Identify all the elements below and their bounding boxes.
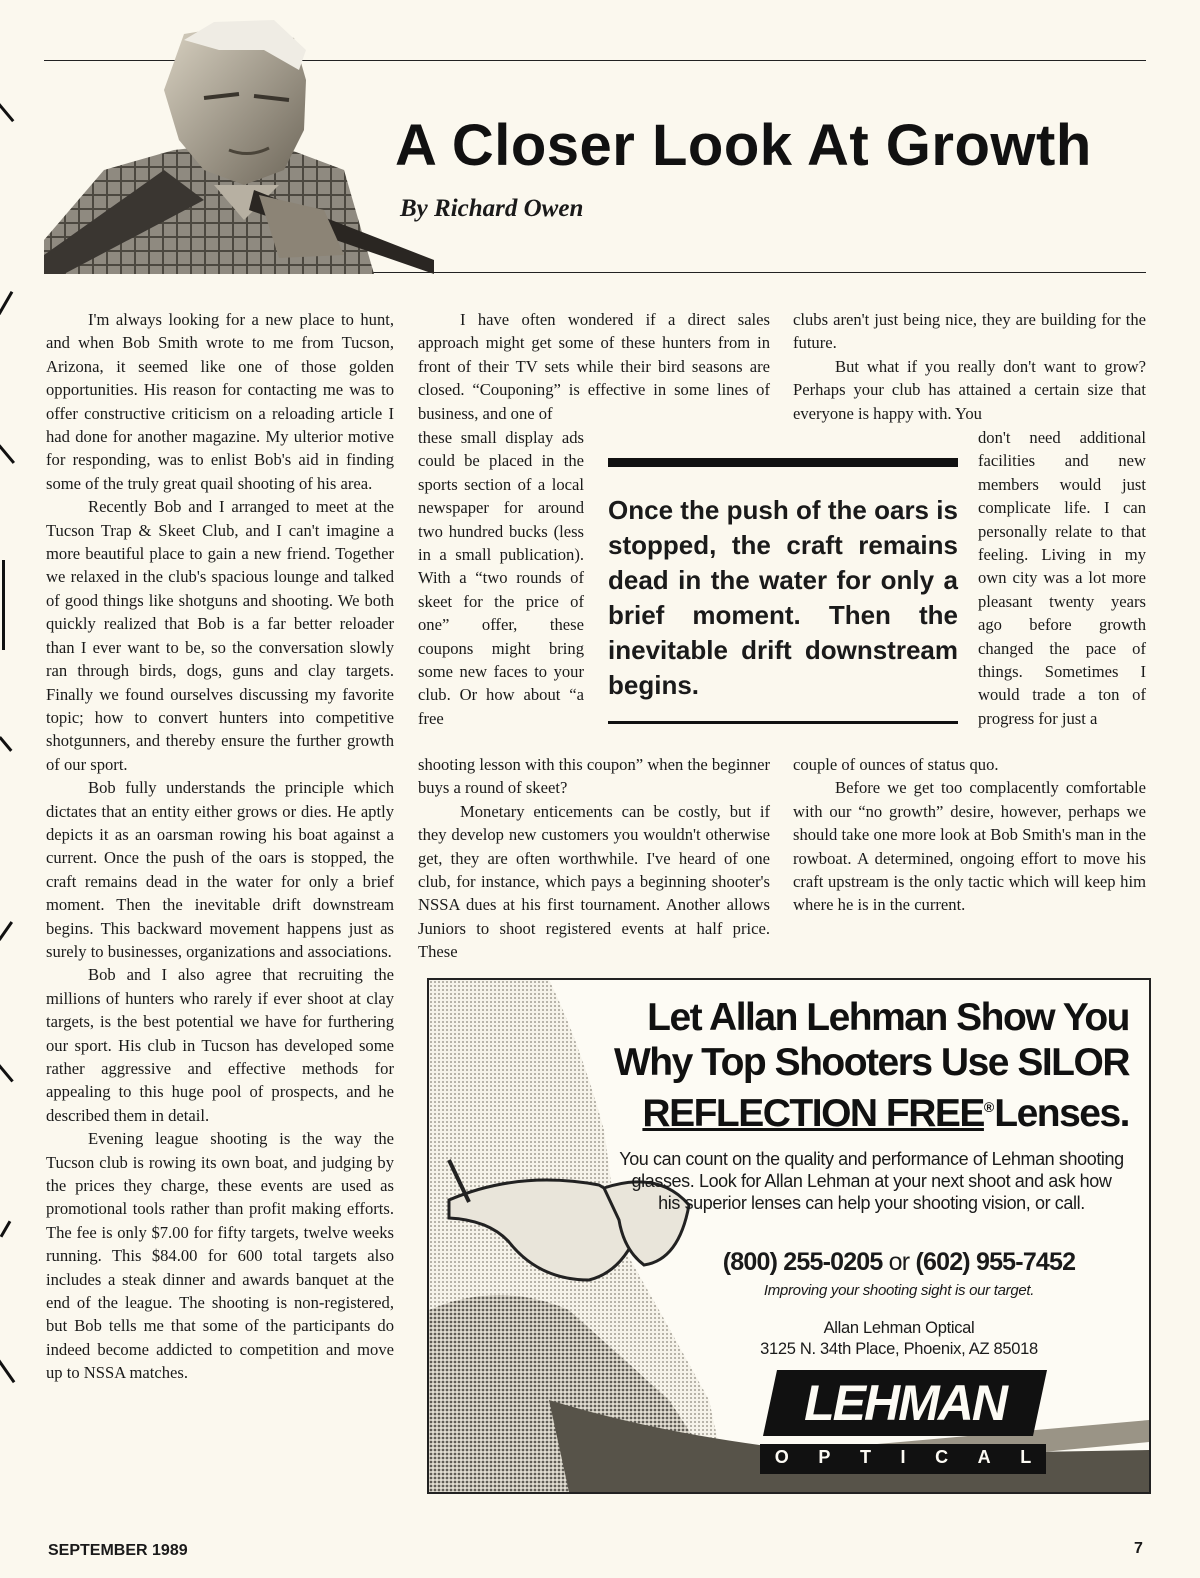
- margin-mark: [0, 291, 13, 315]
- ad-tagline: Improving your shooting sight is our target.: [763, 1282, 1035, 1299]
- paragraph: don't need additional facilities and new members would just complicate life. I can personally relate to that feeling. Living in my own city was a lot more pleasant twenty years ago before growth changed the pace of things. Sometimes I would trade a ton of progress for just a: [978, 428, 1146, 728]
- silor-brand: SILOR: [1017, 1041, 1129, 1084]
- pull-quote-text: Once the push of the oars is stopped, the craft remains dead in the water for only a brief moment. Then the inevitable drift downstream begins.: [608, 495, 958, 700]
- company-address: 3125 N. 34th Place, Phoenix, AZ 85018: [760, 1340, 1038, 1358]
- article-column-2-bottom: [418, 753, 770, 964]
- article-column-2-top: [418, 308, 770, 425]
- article-column-3-narrow: [978, 426, 1146, 730]
- pull-quote-rule-bottom: [608, 721, 958, 724]
- paragraph: clubs aren't just being nice, they are building for the future.: [793, 310, 1146, 353]
- lehman-optical-advertisement[interactable]: [427, 978, 1151, 1494]
- ad-headline-line-3: REFLECTION FREE®Lenses.: [642, 1092, 1129, 1135]
- article-title: A Closer Look At Growth: [395, 113, 1092, 178]
- paragraph: Before we get too complacently comfortable with our “no growth” desire, however, perhaps we should take one more look at Bob Smith's man in the rowboat. A determined, ongoing effort to move his craft upstream is the only tactic which will keep him where he is in the current.: [793, 778, 1146, 915]
- issue-date: SEPTEMBER 1989: [48, 1542, 188, 1559]
- margin-mark: [0, 736, 12, 752]
- margin-mark: [0, 1064, 14, 1083]
- paragraph: Recently Bob and I arranged to meet at the Tucson Trap & Skeet Club, and I can't imagine a more beautiful place to gain a new friend. Together we relaxed in the club's spacious lounge and talked of good things like shotguns and shooting. We both quickly realized that Bob is a far better reloader than I ever want to be, so the conversation slowly ran through birds, dogs, guns and clay targets. Finally we found ourselves discussing my favorite topic; how to convert hunters into competitive shotgunners, and thereby ensure the further growth of our sport.: [46, 497, 394, 774]
- article-byline: By Richard Owen: [400, 195, 584, 222]
- ad-address-block: [729, 1318, 1069, 1360]
- registered-mark: ®: [983, 1099, 995, 1115]
- margin-mark: [0, 1220, 11, 1237]
- logo-subtitle: O P T I C A L: [774, 1447, 1032, 1467]
- article-column-3-bottom: [793, 753, 1146, 917]
- phone-number-tollfree[interactable]: (800) 255-0205: [722, 1248, 883, 1276]
- logo-wordmark: LEHMAN: [804, 1375, 1006, 1431]
- ad-headline: [529, 995, 1129, 1136]
- phone-or: or: [888, 1248, 910, 1276]
- margin-mark: [0, 102, 14, 122]
- article-column-1: [46, 308, 394, 1385]
- pull-quote-rule-top: [608, 458, 958, 467]
- pull-quote: [608, 458, 958, 724]
- company-name: Allan Lehman Optical: [823, 1319, 975, 1337]
- lehman-optical-logo: [760, 1370, 1046, 1476]
- paragraph: I'm always looking for a new place to hunt, and when Bob Smith wrote to me from Tucson, Arizona, it seemed like one of those golden opportunities. His reason for contacting me was to offer constructive criticism on a reloading article I had done for another magazine. My ulterior motive for responding, was to enlist Bob's aid in finding some of the truly great quail shooting of his area.: [46, 310, 394, 493]
- author-portrait-photo: [44, 20, 434, 274]
- ad-headline-line-2: Why Top Shooters Use SILOR: [614, 1041, 1129, 1084]
- paragraph: these small display ads could be placed in the sports section of a local newspaper for around two hundred bucks (less in a small publication). With a “two rounds of skeet for the price of one” offer, these coupons might bring some new faces to your club. Or how about “a free: [418, 428, 584, 728]
- paragraph: Bob and I also agree that recruiting the millions of hunters who rarely if ever shoot at clay targets, is the best potential we have for furthering our sport. His club in Tucson has developed some rather aggressive and effective methods for appealing to this huge pool of prospects, and he described them in detail.: [46, 965, 394, 1125]
- article-column-3-top: [793, 308, 1146, 425]
- paragraph: couple of ounces of status quo.: [793, 755, 999, 774]
- paragraph: Monetary enticements can be costly, but if they develop new customers you wouldn't otherwise get, they are often worthwhile. I've heard of one club, for instance, which pays a beginning shooter's NSSA dues at his first tournament. Another allows Juniors to shoot registered events at half price. These: [418, 801, 770, 962]
- paragraph: Bob fully understands the principle which dictates that an entity either grows or dies. He aptly depicts it as an oarsman rowing his boat against a current. Once the push of the oars is stopped, the craft remains dead in the water for only a brief moment. Then the inevitable drift downstream begins. This backward movement happens just as surely to businesses, organizations and associations.: [46, 778, 394, 961]
- paragraph: But what if you really don't want to grow? Perhaps your club has attained a certain size that everyone is happy with. You: [793, 356, 1146, 423]
- margin-mark: [0, 442, 15, 464]
- ad-body-copy: You can count on the quality and performance of Lehman shooting glasses. Look for Allan Lehman at your next shoot and ask how his superior lenses can help your shooting vision, or call.: [619, 1149, 1124, 1213]
- article-column-2-narrow: [418, 426, 584, 730]
- ad-headline-line-1: Let Allan Lehman Show You: [647, 996, 1129, 1039]
- margin-mark: [0, 921, 13, 941]
- paragraph: shooting lesson with this coupon” when the beginner buys a round of skeet?: [418, 755, 770, 798]
- paragraph: Evening league shooting is the way the Tucson club is rowing its own boat, and judging by the prices they charge, these events are used as promotional tools rather than profit making efforts. The fee is only $7.00 for fifty targets, twelve weeks running. This $84.00 for 600 total targets also includes a steak dinner and awards banquet at the end of the league. The shooting is non-registered, but Bob tells me that some of the participants do indeed become addicted to competition and move up to NSSA matches.: [46, 1129, 394, 1383]
- phone-number-local[interactable]: (602) 955-7452: [915, 1248, 1076, 1276]
- paragraph: I have often wondered if a direct sales approach might get some of these hunters from in front of their TV sets while their bird seasons are closed. “Couponing” is effective in some lines of business, and one of: [418, 310, 770, 423]
- ad-phone-numbers[interactable]: [699, 1248, 1099, 1277]
- page-number: 7: [1134, 1540, 1143, 1557]
- margin-mark: [2, 560, 5, 650]
- margin-mark: [0, 1357, 15, 1383]
